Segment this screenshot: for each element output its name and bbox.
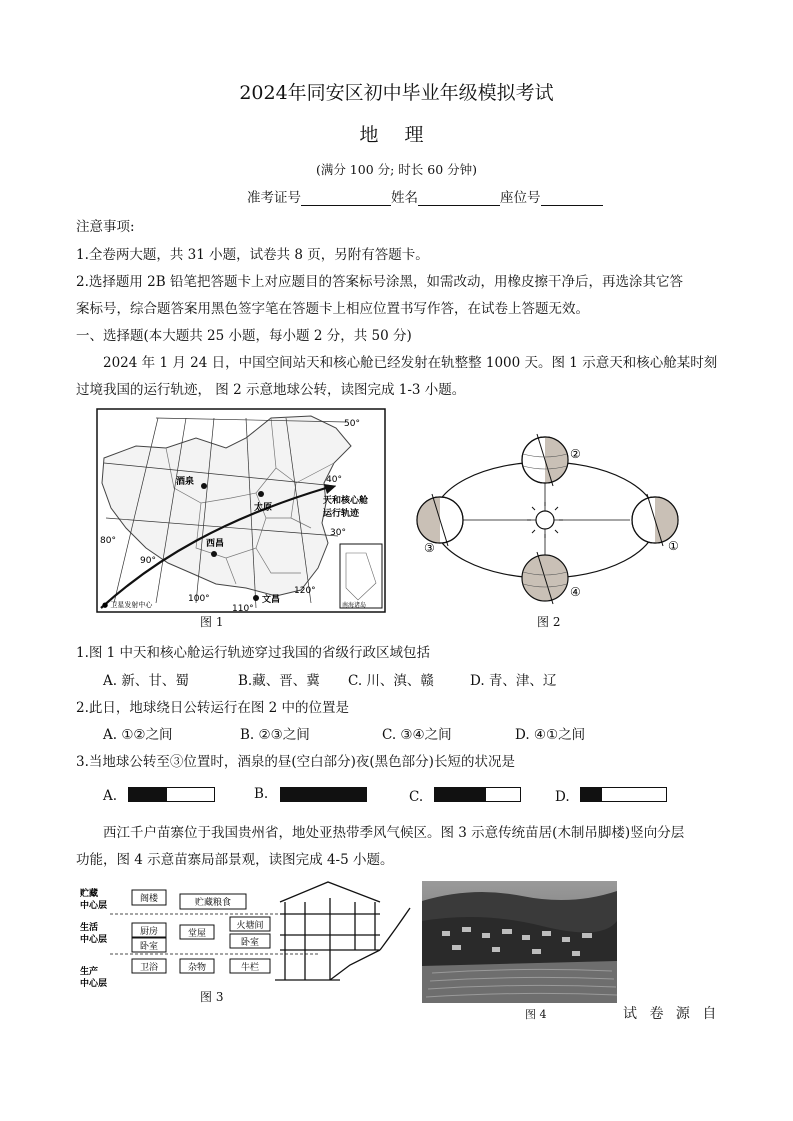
label-xichang: 西昌 [206, 539, 225, 549]
label-taiyuan: 太原 [254, 503, 273, 513]
question-3-option-d[interactable]: D. [555, 789, 570, 805]
question-2-option-a[interactable]: A. ①②之间 [103, 727, 173, 743]
label-jiuquan: 酒泉 [176, 477, 195, 487]
label-position-3: ③ [424, 541, 435, 555]
seat-blank[interactable] [541, 191, 603, 206]
box-bedroom-left: 卧室 [139, 942, 159, 952]
label-wenchang: 文昌 [262, 595, 281, 605]
label-position-1: ① [668, 539, 679, 553]
label-lon-80: 80° [100, 536, 116, 546]
section-1-intro-line-2: 过境我国的运行轨迹， 图 2 示意地球公转，读图完成 1-3 小题。 [76, 382, 466, 398]
id-label: 准考证号 [247, 190, 301, 206]
figure-1-caption: 图 1 [200, 615, 224, 629]
section-1-heading: 一、选择题(本大题共 25 小题，每小题 2 分，共 50 分) [76, 328, 412, 344]
question-3-option-a[interactable]: A. [103, 788, 118, 804]
id-blank[interactable] [301, 191, 391, 206]
figure-4-caption: 图 4 [525, 1008, 547, 1021]
layer-living-line2: 中心层 [80, 935, 108, 945]
candidate-info-line [247, 186, 603, 206]
figure-2-revolution [410, 430, 685, 610]
label-lat-40: 40° [326, 475, 342, 485]
section-1-intro-line-1: 2024 年 1 月 24 日，中国空间站天和核心舱已经发射在轨整整 1000 天。图 1 示意天和核心舱某时刻 [103, 355, 718, 371]
box-bathroom: 卫浴 [139, 963, 159, 973]
box-main-hall: 堂屋 [187, 929, 207, 939]
question-3-option-b[interactable]: B. [254, 786, 269, 802]
site-jiuquan-dot [201, 483, 207, 489]
day-night-bar-d [580, 787, 667, 802]
label-orbit-2: 运行轨迹 [323, 509, 360, 519]
label-lon-120: 120° [294, 586, 316, 596]
figure-2-caption: 图 2 [537, 615, 561, 629]
site-wenchang-dot [253, 595, 259, 601]
question-1-option-c[interactable]: C. 川、滇、赣 [348, 673, 434, 689]
box-kitchen: 厨房 [139, 927, 159, 937]
note-item-1: 1.全卷两大题，共 31 小题，试卷共 8 页，另附有答题卡。 [76, 247, 429, 263]
question-2-option-d[interactable]: D. ④①之间 [515, 727, 586, 743]
earth-position-3 [417, 494, 463, 546]
site-xichang-dot [211, 551, 217, 557]
day-night-bar-c [434, 787, 521, 802]
question-2-stem: 2.此日，地球绕日公转运行在图 2 中的位置是 [76, 700, 350, 716]
day-night-bar-a [128, 787, 215, 802]
box-attic: 阁楼 [139, 894, 159, 904]
night-fill-d [581, 788, 602, 801]
layer-storage-line2: 中心层 [80, 901, 108, 911]
day-night-bar-b [280, 787, 367, 802]
question-1-option-d[interactable]: D. 青、津、辽 [470, 673, 557, 689]
label-position-2: ② [570, 447, 581, 461]
box-cattle-pen: 牛栏 [240, 963, 260, 973]
section-2-intro-line-2: 功能，图 4 示意苗寨局部景观，读图完成 4-5 小题。 [76, 852, 394, 868]
layer-production-line1: 生产 [80, 967, 99, 977]
night-fill-c [435, 788, 486, 801]
map-legend: ● 卫星发射中心 [102, 601, 153, 609]
site-taiyuan-dot [258, 491, 264, 497]
question-1-option-b[interactable]: B.藏、晋、冀 [238, 673, 320, 689]
section-2-intro-line-1: 西江千户苗寨位于我国贵州省，地处亚热带季风气候区。图 3 示意传统苗居(木制吊脚楼)竖向分层 [103, 825, 685, 841]
night-fill-a [129, 788, 167, 801]
label-lat-30: 30° [330, 528, 346, 538]
layer-production-line2: 中心层 [80, 979, 108, 989]
question-1-option-a[interactable]: A. 新、甘、蜀 [103, 673, 189, 689]
question-2-option-b[interactable]: B. ②③之间 [240, 727, 310, 743]
label-lat-50: 50° [344, 419, 360, 429]
figure-1-map [96, 408, 386, 613]
night-fill-b [281, 788, 366, 801]
name-blank[interactable] [418, 191, 500, 206]
figure-3-caption: 图 3 [200, 990, 224, 1004]
subject-title: 地 理 [359, 124, 434, 146]
question-3-option-c[interactable]: C. [409, 789, 424, 805]
layer-living-line1: 生活 [80, 923, 99, 933]
box-grain-storage: 贮藏粮食 [194, 898, 232, 908]
layer-storage-line1: 贮藏 [80, 889, 99, 899]
exam-title: 2024年同安区初中毕业年级模拟考试 [239, 82, 554, 104]
note-item-2-line-2: 案标号，综合题答案用黑色签字笔在答题卡上相应位置书写作答，在试卷上答题无效。 [76, 301, 589, 317]
figure-4-photo [422, 881, 617, 1003]
sun-icon [536, 511, 554, 529]
question-1-stem: 1.图 1 中天和核心舱运行轨迹穿过我国的省级行政区域包括 [76, 645, 431, 661]
note-item-2-line-1: 2.选择题用 2B 铅笔把答题卡上对应题目的答案标号涂黑，如需改动，用橡皮擦干净后，再选涂其它答 [76, 274, 683, 290]
box-sundries: 杂物 [187, 963, 207, 973]
label-lon-100: 100° [188, 594, 210, 604]
figure-3-stilt-house [80, 880, 415, 1005]
inset-label: 南海诸岛 [342, 602, 367, 609]
earth-position-4 [522, 552, 568, 604]
source-footer: 试 卷 源 自 [623, 1006, 721, 1022]
question-2-option-c[interactable]: C. ③④之间 [382, 727, 452, 743]
earth-position-2 [522, 434, 568, 486]
notes-heading: 注意事项: [76, 219, 135, 235]
label-lon-110: 110° [232, 604, 254, 613]
label-position-4: ④ [570, 585, 581, 599]
label-orbit-1: 天和核心舱 [323, 496, 369, 506]
label-lon-90: 90° [140, 556, 156, 566]
seat-label: 座位号 [500, 190, 541, 206]
exam-meta: (满分 100 分; 时长 60 分钟) [315, 162, 478, 177]
name-label: 姓名 [391, 190, 418, 206]
box-bedroom-right: 卧室 [240, 938, 260, 948]
box-fire-room: 火塘间 [236, 921, 264, 931]
question-3-stem: 3.当地球公转至③位置时，酒泉的昼(空白部分)夜(黑色部分)长短的状况是 [76, 754, 515, 770]
